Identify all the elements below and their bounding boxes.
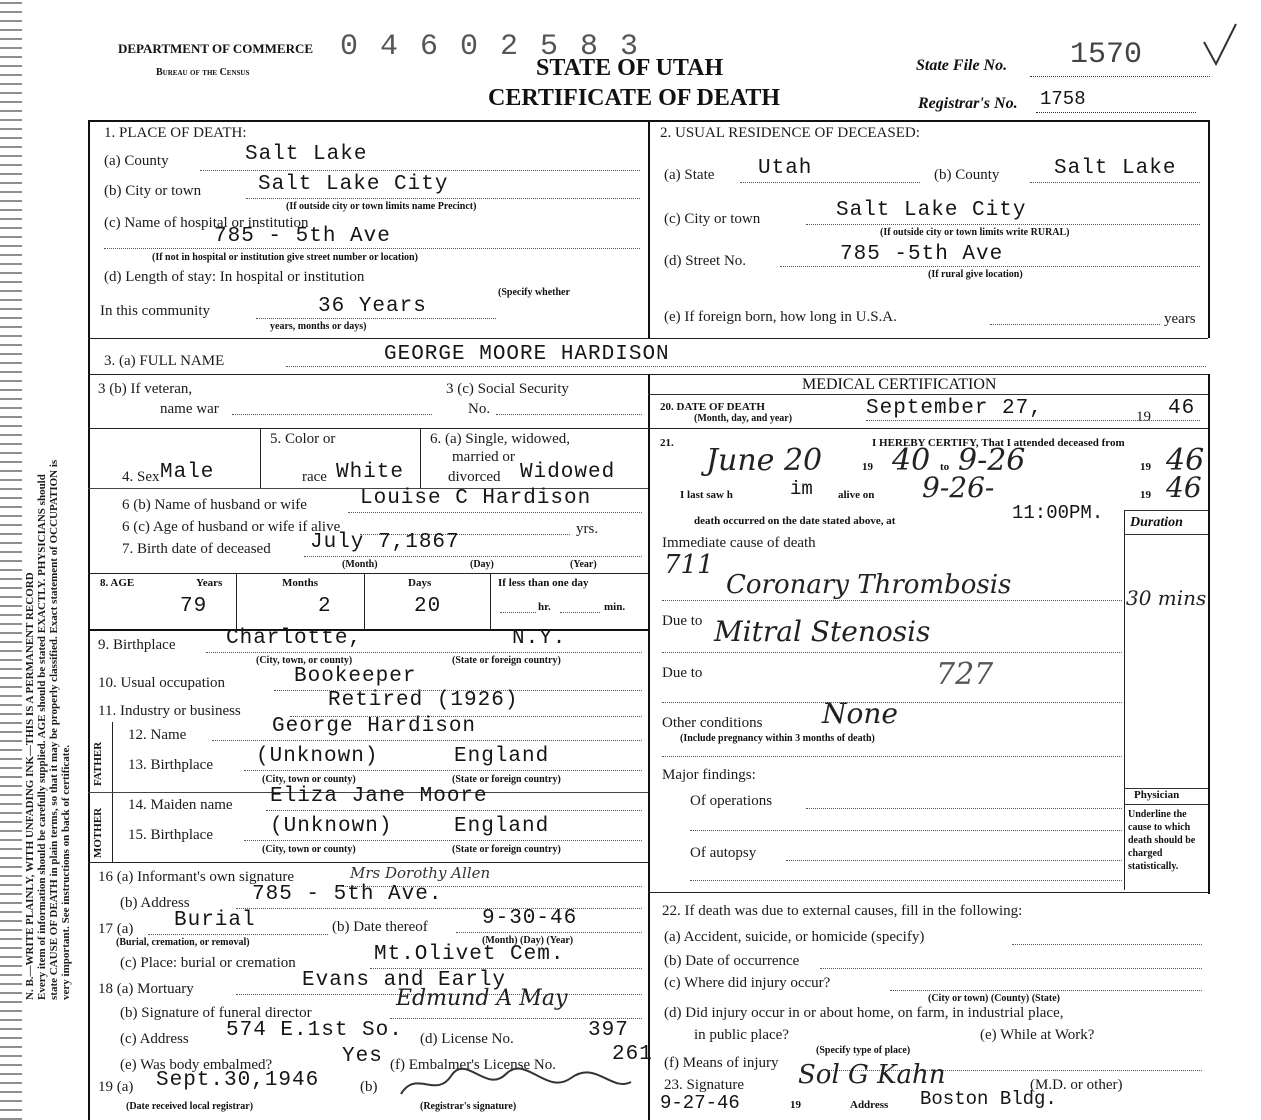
from-year-value: 40 bbox=[892, 443, 931, 478]
director-label: (b) Signature of funeral director bbox=[120, 1005, 312, 1021]
burial-place-value: Mt.Olivet Cem. bbox=[374, 943, 565, 966]
informant-addr-value: 785 - 5th Ave. bbox=[252, 883, 443, 906]
birthplace-state-value: N.Y. bbox=[512, 627, 567, 650]
father-name-value: George Hardison bbox=[272, 715, 477, 738]
received-value: Sept.30,1946 bbox=[156, 1069, 320, 1092]
side-instruction-1: N. B.—WRITE PLAINLY, WITH UNFADING INK—THIS IS A PERMANENT RECORD bbox=[24, 572, 36, 1000]
marital-label-3: divorced bbox=[448, 469, 501, 485]
birthplace-label: 9. Birthplace bbox=[98, 637, 176, 653]
physician-addr-label: Address bbox=[850, 1099, 889, 1111]
sex-label: 4. Sex bbox=[122, 469, 160, 485]
race-value: White bbox=[336, 461, 405, 484]
dod-note: (Month, day, and year) bbox=[694, 413, 793, 424]
other-label: Other conditions bbox=[662, 715, 763, 731]
veteran-label-2: name war bbox=[160, 401, 219, 417]
physician-sig-date: 9-27-46 bbox=[660, 1092, 740, 1114]
informant-label: 16 (a) Informant's own signature bbox=[98, 869, 294, 885]
place-county-label: (a) County bbox=[104, 153, 169, 169]
check-mark-icon bbox=[1200, 20, 1240, 70]
res-city-value: Salt Lake City bbox=[836, 199, 1027, 222]
registrar-sig-note: (Registrar's signature) bbox=[420, 1101, 517, 1112]
years-label: Years bbox=[196, 577, 223, 589]
father-bp-city-value: (Unknown) bbox=[256, 745, 379, 768]
external-heading: 22. If death was due to external causes, fill in the following: bbox=[662, 903, 1023, 919]
other-note: (Include pregnancy within 3 months of death) bbox=[680, 733, 875, 744]
res-heading: 2. USUAL RESIDENCE OF DECEASED: bbox=[660, 125, 920, 141]
birth-label: 7. Birth date of deceased bbox=[122, 541, 271, 557]
res-county-value: Salt Lake bbox=[1054, 157, 1177, 180]
embalmed-value: Yes bbox=[342, 1045, 383, 1068]
registrar-sig-label: (b) bbox=[360, 1079, 378, 1095]
alive-year-value: 46 bbox=[1166, 471, 1202, 504]
to-year-value: 46 bbox=[1166, 443, 1205, 478]
informant-signature: Mrs Dorothy Allen bbox=[350, 864, 491, 882]
spouse-age-label: 6 (c) Age of husband or wife if alive bbox=[122, 519, 341, 535]
physician-head: Physician bbox=[1134, 789, 1180, 801]
res-state-value: Utah bbox=[758, 157, 813, 180]
attended-to-value: 9-26 bbox=[958, 443, 1026, 478]
mortuary-label: 18 (a) Mortuary bbox=[98, 981, 194, 997]
birth-year-note: (Year) bbox=[570, 559, 597, 570]
duration-label: Duration bbox=[1130, 515, 1183, 530]
age-days-value: 20 bbox=[414, 595, 442, 618]
alive-on-value: 9-26- bbox=[922, 471, 995, 504]
informant-addr-label: (b) Address bbox=[120, 895, 190, 911]
place-hosp-label: (c) Name of hospital or institution bbox=[104, 215, 309, 231]
title-state: STATE OF UTAH bbox=[536, 55, 724, 81]
birthplace-note-2: (State or foreign country) bbox=[452, 655, 561, 666]
dod-label: 20. DATE OF DEATH bbox=[660, 401, 765, 413]
veteran-label: 3 (b) If veteran, bbox=[98, 381, 193, 397]
external-d-label-2: in public place? bbox=[694, 1027, 789, 1043]
full-name-value: GEORGE MOORE HARDISON bbox=[384, 343, 670, 366]
lessday-label: If less than one day bbox=[498, 577, 589, 589]
mortuary-value: Evans and Early bbox=[302, 969, 507, 992]
race-label: race bbox=[302, 469, 327, 485]
res-street-value: 785 -5th Ave bbox=[840, 243, 1004, 266]
father-vertical-label: FATHER bbox=[92, 741, 104, 786]
embalmer-value: 261 bbox=[612, 1043, 653, 1066]
burial-date-value: 9-30-46 bbox=[482, 907, 578, 930]
external-c-note: (City or town) (County) (State) bbox=[928, 993, 1061, 1004]
res-state-label: (a) State bbox=[664, 167, 715, 183]
physician-sig-suffix: (M.D. or other) bbox=[1030, 1077, 1123, 1093]
dod-year-prefix: 19 bbox=[1136, 409, 1151, 425]
major-label: Major findings: bbox=[662, 767, 756, 783]
father-name-label: 12. Name bbox=[128, 727, 187, 743]
side-instruction-2: Every item of information should be carefully supplied. AGE should be stated EXACTLY. PHYSICIANS should bbox=[36, 474, 48, 1000]
title-certificate: CERTIFICATE OF DEATH bbox=[488, 85, 781, 111]
alive-year-prefix: 19 bbox=[1140, 489, 1151, 501]
received-note: (Date received local registrar) bbox=[126, 1101, 254, 1112]
burial-value: Burial bbox=[174, 909, 256, 932]
to-year-prefix: 19 bbox=[1140, 461, 1151, 473]
place-city-value: Salt Lake City bbox=[258, 173, 449, 196]
res-city-note: (If outside city or town limits write RURAL) bbox=[880, 227, 1070, 238]
physician-sig-date-prefix: 19 bbox=[790, 1099, 801, 1111]
place-hosp-note: (If not in hospital or institution give street number or location) bbox=[152, 252, 418, 263]
funeral-addr-label: (c) Address bbox=[120, 1031, 189, 1047]
external-d-note: (Specify type of place) bbox=[816, 1045, 911, 1056]
mother-maiden-label: 14. Maiden name bbox=[128, 797, 233, 813]
sex-value: Male bbox=[160, 461, 215, 484]
external-a-label: (a) Accident, suicide, or homicide (specify) bbox=[664, 929, 925, 945]
lastsaw-label: I last saw h bbox=[680, 489, 733, 501]
state-file-label: State File No. bbox=[916, 57, 1008, 74]
birthplace-city-value: Charlotte, bbox=[226, 627, 363, 650]
external-e-label: (e) While at Work? bbox=[980, 1027, 1095, 1043]
license-value: 397 bbox=[588, 1019, 629, 1042]
marital-value: Widowed bbox=[520, 461, 616, 484]
due1-value: Mitral Stenosis bbox=[714, 615, 931, 648]
father-birthplace-label: 13. Birthplace bbox=[128, 757, 213, 773]
immediate-duration: 30 mins bbox=[1126, 586, 1207, 610]
mother-note-2: (State or foreign country) bbox=[452, 844, 561, 855]
place-community-label: In this community bbox=[100, 303, 210, 319]
place-stay-note: (Specify whether bbox=[498, 287, 570, 298]
external-d-label: (d) Did injury occur in or about home, on farm, in industrial place, bbox=[664, 1005, 1064, 1021]
hr-label: hr. bbox=[538, 601, 551, 613]
father-bp-country-value: England bbox=[454, 745, 550, 768]
burial-date-note: (Month) (Day) (Year) bbox=[482, 935, 574, 946]
occupation-label: 10. Usual occupation bbox=[98, 675, 226, 691]
lastsaw-value: im bbox=[790, 478, 813, 500]
res-city-label: (c) City or town bbox=[664, 211, 761, 227]
min-label: min. bbox=[604, 601, 626, 613]
external-f-label: (f) Means of injury bbox=[664, 1055, 779, 1071]
birth-value: July 7,1867 bbox=[310, 531, 460, 554]
immediate-label: Immediate cause of death bbox=[662, 535, 816, 551]
physician-sig-label: 23. Signature bbox=[664, 1077, 744, 1093]
mother-maiden-value: Eliza Jane Moore bbox=[270, 785, 488, 808]
res-foreign-label: (e) If foreign born, how long in U.S.A. bbox=[664, 309, 897, 325]
received-label: 19 (a) bbox=[98, 1079, 134, 1095]
place-city-note: (If outside city or town limits name Precinct) bbox=[286, 201, 477, 212]
father-note-2: (State or foreign country) bbox=[452, 774, 561, 785]
industry-label: 11. Industry or business bbox=[98, 703, 241, 719]
mother-bp-city-value: (Unknown) bbox=[270, 815, 393, 838]
place-community-value: 36 Years bbox=[318, 295, 427, 318]
spouse-value: Louise C Hardison bbox=[360, 487, 592, 510]
physician-text: Underline the cause to which death should be charged statistically. bbox=[1128, 809, 1196, 872]
burial-place-label: (c) Place: burial or cremation bbox=[120, 955, 296, 971]
registrar-number: 1758 bbox=[1040, 88, 1086, 110]
place-county-value: Salt Lake bbox=[245, 143, 368, 166]
registrar-label: Registrar's No. bbox=[918, 95, 1018, 112]
age-label: 8. AGE bbox=[100, 577, 135, 589]
mother-birthplace-label: 15. Birthplace bbox=[128, 827, 213, 843]
burial-date-label: (b) Date thereof bbox=[332, 919, 428, 935]
from-year-prefix: 19 bbox=[862, 461, 873, 473]
operations-label: Of operations bbox=[690, 793, 773, 809]
industry-value: Retired (1926) bbox=[328, 689, 519, 712]
place-city-label: (b) City or town bbox=[104, 183, 202, 199]
birth-month-note: (Month) bbox=[342, 559, 378, 570]
birth-day-note: (Day) bbox=[470, 559, 494, 570]
alive-label: alive on bbox=[838, 489, 875, 501]
marital-label-2: married or bbox=[452, 449, 515, 465]
serial-number: 0 4 6 0 2 5 8 3 bbox=[340, 30, 641, 64]
to-label: to bbox=[940, 461, 950, 473]
side-instruction-4: very important. See instructions on back of certificate. bbox=[60, 744, 72, 1000]
due2-label: Due to bbox=[662, 665, 703, 681]
res-street-note: (If rural give location) bbox=[928, 269, 1023, 280]
immediate-prefix: 711 bbox=[664, 550, 714, 580]
due2-value: 727 bbox=[936, 657, 994, 692]
cert-text: I HEREBY CERTIFY, That I attended deceased from bbox=[872, 437, 1125, 449]
place-community-note: years, months or days) bbox=[270, 321, 367, 332]
res-foreign-suffix: years bbox=[1164, 311, 1196, 327]
due1-label: Due to bbox=[662, 613, 703, 629]
autopsy-label: Of autopsy bbox=[690, 845, 757, 861]
physician-addr-value: Boston Bldg. bbox=[920, 1088, 1057, 1110]
place-hosp-value: 785 - 5th Ave bbox=[214, 225, 391, 248]
mother-vertical-label: MOTHER bbox=[92, 807, 104, 858]
father-note-1: (City, town or county) bbox=[262, 774, 356, 785]
cert-number: 21. bbox=[660, 437, 674, 449]
immediate-value: Coronary Thrombosis bbox=[726, 570, 1012, 600]
state-file-number: 1570 bbox=[1070, 38, 1143, 72]
side-instruction-3: state CAUSE OF DEATH in plain terms, so that it may be properly classified. Exact statement of OCCUPATION is bbox=[48, 459, 60, 1000]
age-years-value: 79 bbox=[180, 595, 208, 618]
mother-bp-country-value: England bbox=[454, 815, 550, 838]
birthplace-note-1: (City, town, or county) bbox=[256, 655, 353, 666]
burial-note: (Burial, cremation, or removal) bbox=[116, 937, 250, 948]
dod-year-value: 46 bbox=[1168, 397, 1196, 420]
res-street-label: (d) Street No. bbox=[664, 253, 747, 269]
bureau-label: Bureau of the Census bbox=[156, 67, 250, 78]
external-c-label: (c) Where did injury occur? bbox=[664, 975, 831, 991]
days-label: Days bbox=[408, 577, 432, 589]
spouse-age-suffix: yrs. bbox=[576, 521, 599, 537]
burial-label: 17 (a) bbox=[98, 921, 134, 937]
occurred-label: death occurred on the date stated above, at bbox=[694, 515, 896, 527]
res-county-label: (b) County bbox=[934, 167, 1000, 183]
external-b-label: (b) Date of occurrence bbox=[664, 953, 800, 969]
medical-heading: MEDICAL CERTIFICATION bbox=[802, 376, 997, 393]
marital-label: 6. (a) Single, widowed, bbox=[430, 431, 570, 447]
name-label: 3. (a) FULL NAME bbox=[104, 353, 225, 369]
dod-value: September 27, bbox=[866, 397, 1043, 420]
mother-note-1: (City, town or county) bbox=[262, 844, 356, 855]
scan-edge-speckle bbox=[0, 0, 22, 1120]
place-heading: 1. PLACE OF DEATH: bbox=[104, 125, 247, 141]
funeral-addr-value: 574 E.1st So. bbox=[226, 1019, 403, 1042]
ssn-label: 3 (c) Social Security bbox=[446, 381, 569, 397]
other-value: None bbox=[822, 697, 898, 730]
license-label: (d) License No. bbox=[420, 1031, 514, 1047]
attended-from-value: June 20 bbox=[706, 443, 823, 478]
ssn-label-2: No. bbox=[468, 401, 491, 417]
embalmed-label: (e) Was body embalmed? bbox=[120, 1057, 273, 1073]
place-stay-label: (d) Length of stay: In hospital or institution bbox=[104, 269, 365, 285]
embalmer-label: (f) Embalmer's License No. bbox=[390, 1057, 556, 1073]
color-label: 5. Color or bbox=[270, 431, 336, 447]
months-label: Months bbox=[282, 577, 319, 589]
occupation-value: Bookeeper bbox=[294, 665, 417, 688]
age-months-value: 2 bbox=[318, 595, 332, 618]
dept-label: DEPARTMENT OF COMMERCE bbox=[118, 41, 314, 56]
registrar-signature-scrawl bbox=[396, 1064, 636, 1104]
time-value: 11:00PM. bbox=[1012, 502, 1104, 524]
spouse-label: 6 (b) Name of husband or wife bbox=[122, 497, 307, 513]
physician-signature: Sol G Kahn bbox=[798, 1060, 946, 1090]
director-signature: Edmund A May bbox=[396, 986, 568, 1011]
